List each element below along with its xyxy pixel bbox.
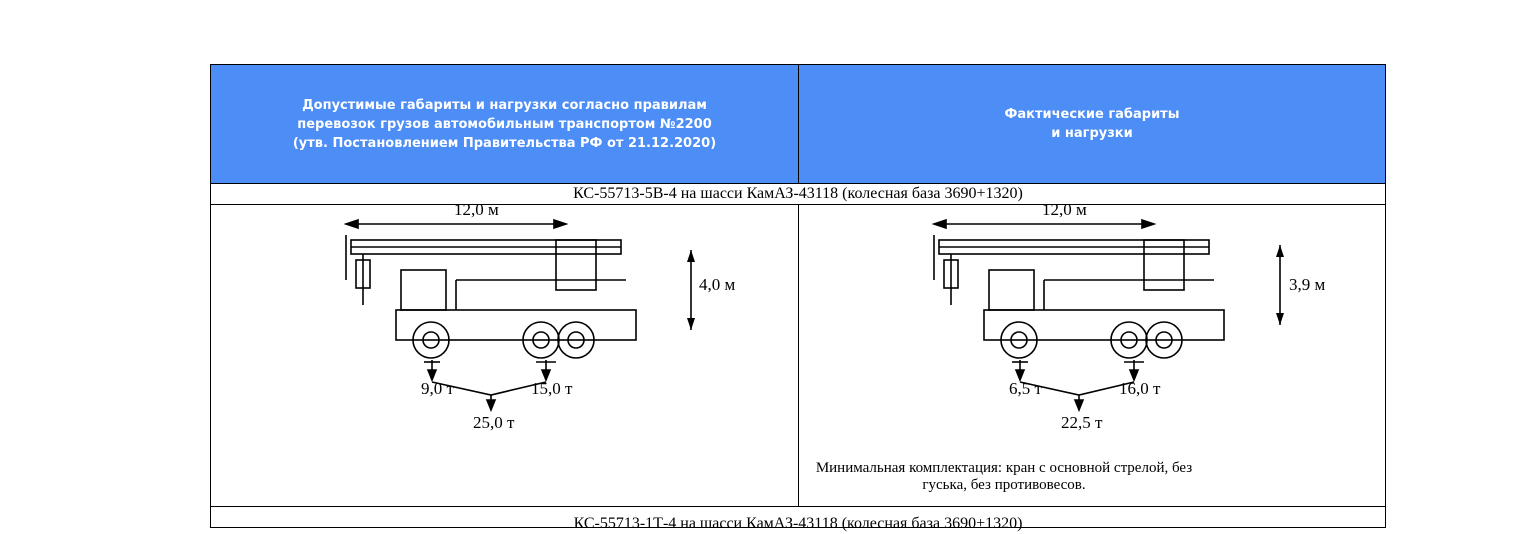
length-label-allowed: 12,0 м <box>454 200 499 219</box>
total-load-allowed: 25,0 т <box>473 413 515 432</box>
header-allowed-text: Допустимые габариты и нагрузки согласно правилам перевозок грузов автомобильным транспортом №2200 (утв. Постановлением Правительства РФ от 21.12.2020) <box>292 97 717 151</box>
height-arrow-actual <box>1275 245 1285 325</box>
header-actual <box>798 64 1386 184</box>
height-label-allowed: 4,0 м <box>699 275 736 294</box>
front-axle-load-actual: 6,5 т <box>1009 379 1042 398</box>
length-label-actual: 12,0 м <box>1042 200 1087 219</box>
allowed-cell <box>210 200 799 507</box>
total-load-actual: 22,5 т <box>1061 413 1103 432</box>
actual-cell <box>798 200 1386 507</box>
model-row-2 <box>210 506 1386 532</box>
model-title-2: КС-55713-1Т-4 на шасси КамАЗ-43118 (колесная база 3690+1320) <box>573 515 1023 532</box>
configuration-note: Минимальная комплектация: кран с основной стрелой, без гуська, без противовесов. <box>815 460 1193 493</box>
height-label-actual: 3,9 м <box>1289 275 1326 294</box>
height-arrow-allowed <box>686 250 696 330</box>
model-row <box>210 183 1386 205</box>
model-title: КС-55713-5В-4 на шасси КамАЗ-43118 (колесная база 3690+1320) <box>573 185 1023 202</box>
rear-axle-load-actual: 16,0 т <box>1119 379 1161 398</box>
front-axle-load-allowed: 9,0 т <box>421 379 454 398</box>
header-allowed <box>210 64 799 184</box>
specs-table <box>210 64 1386 534</box>
rear-axle-load-allowed: 15,0 т <box>531 379 573 398</box>
header-actual-text: Фактические габариты и нагрузки <box>1004 107 1180 141</box>
